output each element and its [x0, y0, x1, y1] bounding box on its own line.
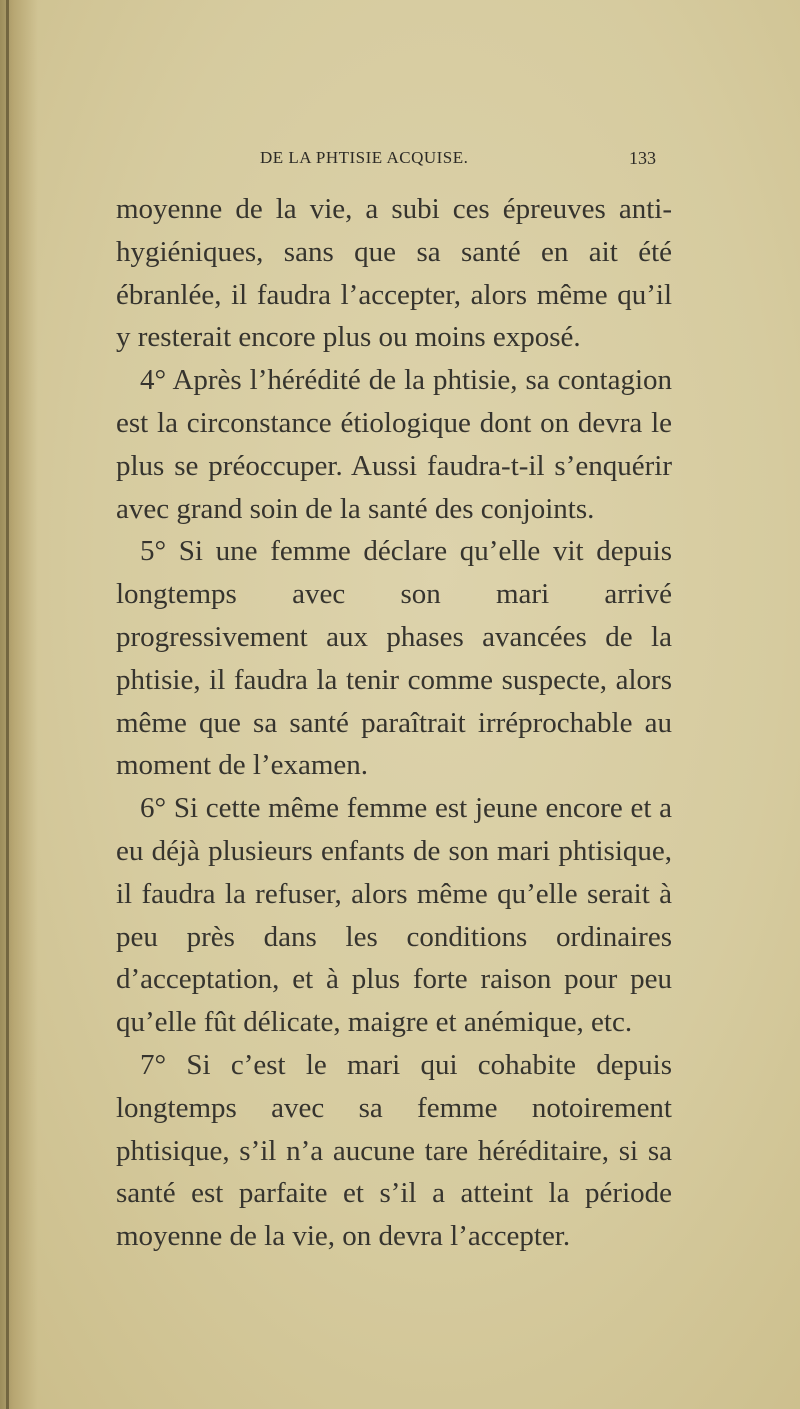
binding-edge — [6, 0, 9, 1409]
paragraph-continuation: moyenne de la vie, a subi ces épreuves anti-hygiéniques, sans que sa santé en ait été ébranlée, il faudra l’accepter, alors même qu’il y resterait encore plus ou moins exposé. — [116, 193, 672, 354]
paragraph-item-7: 7° Si c’est le mari qui cohabite depuis longtemps avec sa femme notoirement phtisique, s’il n’a aucune tare héréditaire, si sa santé est parfaite et s’il a atteint la période moyenne de la vie, on devra l’accepter. — [116, 1048, 672, 1253]
body-text — [116, 188, 672, 1258]
page-header — [116, 148, 656, 174]
page-number: 133 — [629, 148, 656, 168]
running-title: DE LA PHTISIE ACQUISE. — [260, 148, 469, 167]
paragraph-item-6: 6° Si cette même femme est jeune encore et a eu déjà plusieurs enfants de son mari phtisique, il faudra la refuser, alors même qu’elle serait à peu près dans les conditions ordinaires d’acceptation, et à plus forte raison pour peu qu’elle fût délicate, maigre et anémique, etc. — [116, 792, 672, 1039]
paragraph-item-5: 5° Si une femme déclare qu’elle vit depuis longtemps avec son mari arrivé progressivement aux phases avancées de la phtisie, il faudra la tenir comme suspecte, alors même que sa santé paraîtrait irréprochable au moment de l’examen. — [116, 535, 672, 782]
paragraph-item-4: 4° Après l’hérédité de la phtisie, sa contagion est la circonstance étiologique dont on devra le plus se préoccuper. Aussi faudra-t-il s’enquérir avec grand soin de la santé des conjoints. — [116, 364, 672, 525]
